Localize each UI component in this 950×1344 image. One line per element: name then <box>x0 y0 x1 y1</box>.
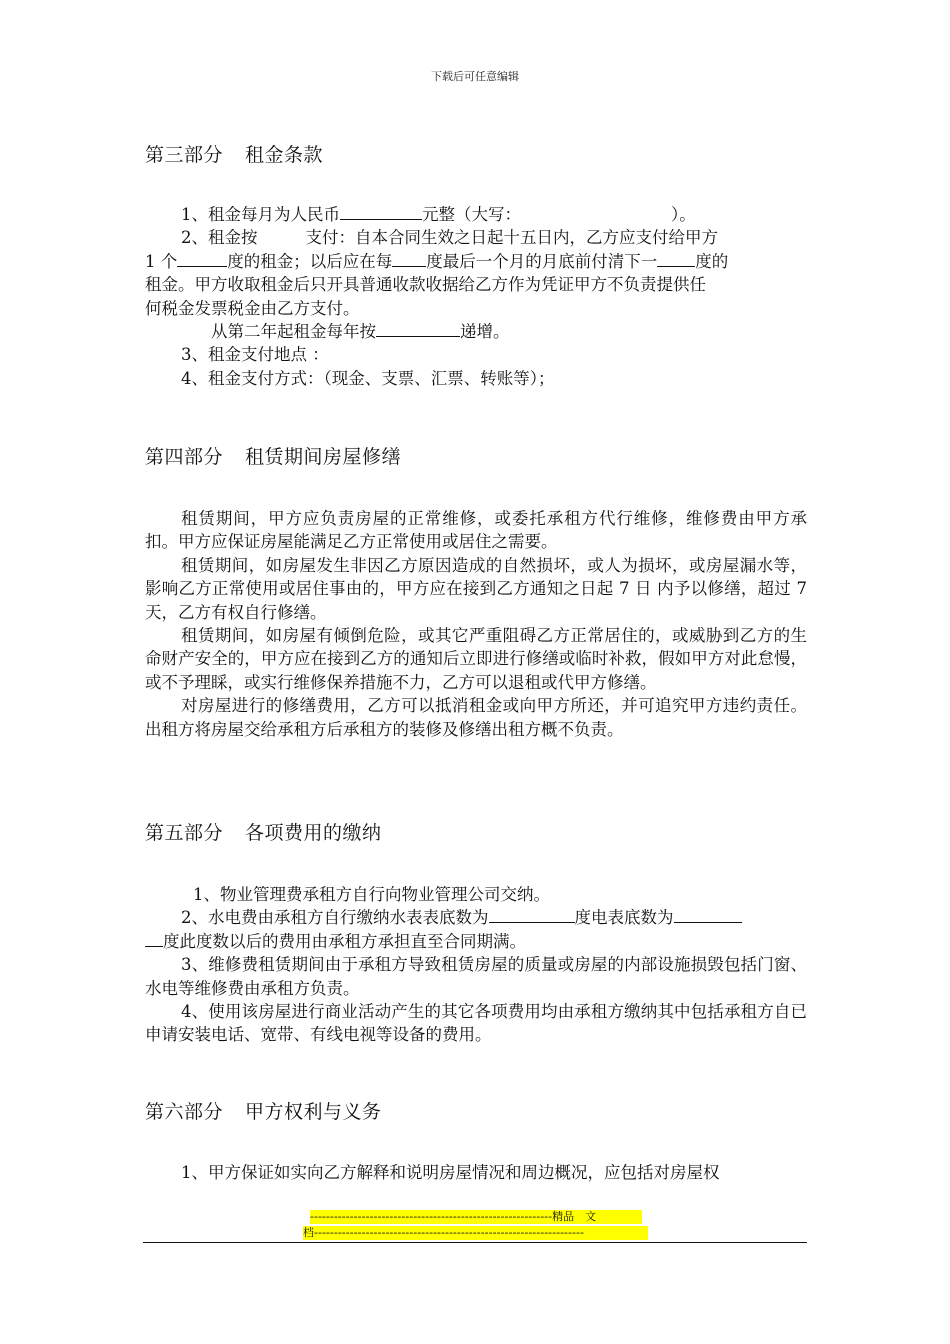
footer-highlight-line-2: 档-------------------------------------------------------------------- <box>303 1226 648 1240</box>
header-note: 下载后可任意编辑 <box>431 70 519 83</box>
water-meter-blank <box>489 907 575 923</box>
rent-amount-blank <box>340 204 422 220</box>
section-4-label: 第四部分 <box>145 446 224 468</box>
section-6-title: 甲方权利与义务 <box>245 1101 382 1123</box>
fee-item-1: 1、物业管理费承租方自行向物业管理公司交纳。 <box>193 885 550 904</box>
rent-period-blank-3 <box>657 251 695 267</box>
section-6-heading <box>145 1097 382 1124</box>
electric-meter-blank <box>674 907 742 923</box>
section-6-body <box>145 1161 807 1184</box>
section-3-body <box>145 203 807 390</box>
rent-period-blank-2 <box>392 251 426 267</box>
footer-highlight-line-1: -------------------------------------------------------------精品 文 <box>310 1210 642 1224</box>
rent-item-1: 1、租金每月为人民币 元整（大写： ）。 <box>181 205 696 224</box>
repair-paragraph-2: 租赁期间，如房屋发生非因乙方原因造成的自然损坏，或人为损坏，或房屋漏水等，影响乙方正常使用或居住事由的，甲方应在接到乙方通知之日起 7 日 内予以修缮，超过 7 天，乙方有权自行修缮。 <box>145 555 807 622</box>
section-5-title: 各项费用的缴纳 <box>245 822 382 844</box>
rent-item-2-line-4: 何税金发票税金由乙方支付。 <box>145 298 360 318</box>
rent-period-blank-1 <box>177 251 227 267</box>
rent-increase-blank <box>376 321 460 337</box>
section-4-heading <box>145 442 401 469</box>
section-4-title: 租赁期间房屋修缮 <box>245 446 402 468</box>
rent-item-2-line-3: 租金。甲方收取租金后只开具普通收款收据给乙方作为凭证甲方不负责提供任 <box>145 275 706 295</box>
section-3-title: 租金条款 <box>245 144 324 166</box>
repair-paragraph-4: 对房屋进行的修缮费用，乙方可以抵消租金或向甲方所还，并可追究甲方违约责任。出租方将房屋交给承租方后承租方的装修及修缮出租方概不负责。 <box>145 696 807 739</box>
repair-paragraph-3: 租赁期间，如房屋有倾倒危险，或其它严重阻碍乙方正常居住的，或威胁到乙方的生命财产安全的，甲方应在接到乙方的通知后立即进行修缮或临时补救，假如甲方对此怠慢，或不予理睬，或实行维修保养措施不力，乙方可以退租或代甲方修缮。 <box>145 626 807 692</box>
fee-item-3: 3、维修费租赁期间由于承租方导致租赁房屋的质量或房屋的内部设施损毁包括门窗、水电等维修费由承租方负责。 <box>145 955 807 998</box>
rent-item-2-line-1: 2、租金按 支付：自本合同生效之日起十五日内，乙方应支付给甲方 <box>181 228 718 248</box>
section-3-label: 第三部分 <box>145 144 224 166</box>
fee-item-4: 4、使用该房屋进行商业活动产生的其它各项费用均由承租方缴纳其中包括承租方自已申请安装电话、宽带、有线电视等设备的费用。 <box>145 1002 807 1045</box>
section-6-label: 第六部分 <box>145 1101 224 1123</box>
repair-paragraph-1: 租赁期间，甲方应负责房屋的正常维修，或委托承租方代行维修，维修费由甲方承扣。甲方应保证房屋能满足乙方正常使用或居住之需要。 <box>145 509 807 552</box>
section-5-body <box>145 883 807 1047</box>
footer-rule <box>143 1242 807 1243</box>
fee-item-2-line-2: 度此度数以后的费用由承租方承担直至合同期满。 <box>145 930 807 953</box>
fee-item-2-line-1: 2、水电费由承租方自行缴纳水表表底数为 度电表底数为 <box>145 906 807 929</box>
rent-item-3: 3、租金支付地点 ： <box>181 345 329 365</box>
rent-item-2-line-2: 1 个 度的租金；以后应在每 度最后一个月的月底前付清下一 度的 <box>145 251 729 271</box>
section-3-heading <box>145 140 323 167</box>
section-5-label: 第五部分 <box>145 822 224 844</box>
section-4-body <box>145 507 807 741</box>
rent-item-4: 4、租金支付方式：（现金、支票、汇票、转账等）； <box>181 368 555 388</box>
section-5-heading <box>145 818 382 845</box>
party-a-item-1: 1、甲方保证如实向乙方解释和说明房屋情况和周边概况，应包括对房屋权 <box>181 1163 720 1182</box>
rent-increase: 从第二年起租金每年按 递增。 <box>211 322 510 342</box>
